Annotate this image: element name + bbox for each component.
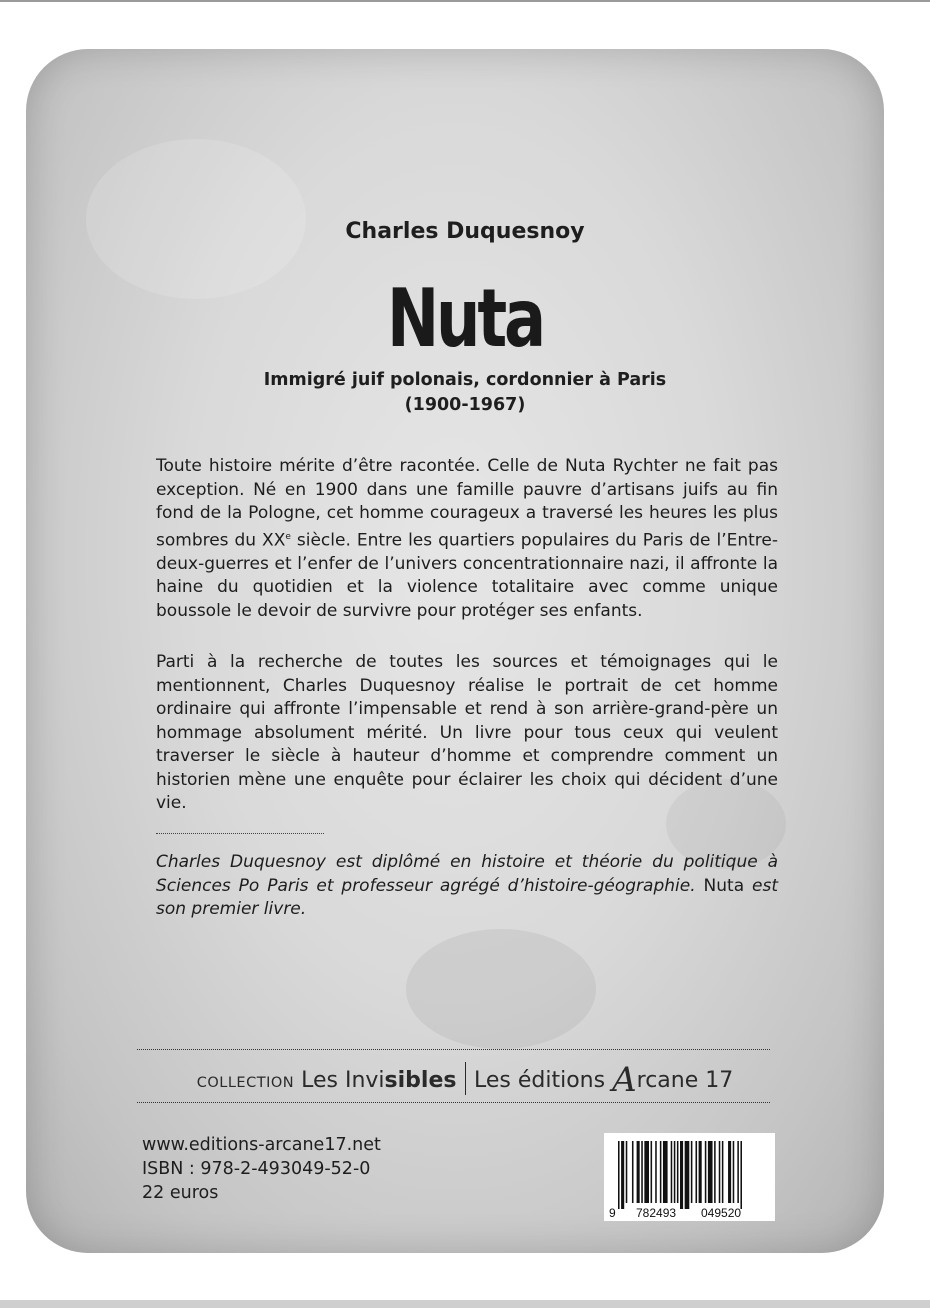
- barcode-bar: [680, 1141, 683, 1209]
- barcode-digits-right: 049520: [701, 1206, 742, 1220]
- barcode-bar: [674, 1141, 676, 1203]
- isbn-text: ISBN : 978-2-493049-52-0: [142, 1159, 371, 1179]
- summary-p1-text-end: siècle. Entre les quartiers populaires du Paris de l’Entre-deux-guerres et l’enfer de l’univers concentrationnaire nazi, il affronte la haine du quotidien et la violence totalitaire avec comme unique boussole le devoir de survivre pour protéger ses enfants.: [156, 530, 778, 621]
- barcode-bar: [637, 1141, 640, 1203]
- barcode-bar: [641, 1141, 643, 1203]
- website-link[interactable]: www.editions-arcane17.net: [142, 1135, 381, 1155]
- barcode-bar: [618, 1141, 620, 1209]
- barcode-bar: [685, 1141, 690, 1209]
- barcode-bar: [737, 1141, 739, 1203]
- collection-label: COLLECTION: [196, 1075, 295, 1091]
- century-superscript: e: [285, 531, 291, 542]
- barcode-graphic: [604, 1133, 775, 1221]
- publisher-info: [142, 1133, 381, 1205]
- bio-book-name: Nuta: [703, 875, 745, 896]
- barcode-bar: [660, 1141, 662, 1203]
- barcode-bar: [691, 1141, 693, 1203]
- barcode-digit-first: 9: [609, 1206, 616, 1220]
- barcode-bar: [728, 1141, 731, 1203]
- barcode-bar: [740, 1141, 742, 1209]
- bottom-border: [0, 1300, 930, 1308]
- barcode-bar: [626, 1141, 628, 1203]
- barcode-bar: [696, 1141, 698, 1203]
- barcode-digits-left: 782493: [636, 1206, 677, 1220]
- bio-text: Charles Duquesnoy est diplômé en histoire et théorie du politique à Sciences Po Paris et professeur agrégé d’histoire-géographie.: [156, 852, 778, 896]
- collection-name-prefix: Les Invi: [301, 1068, 385, 1093]
- barcode-bar: [708, 1141, 713, 1203]
- barcode-bar: [632, 1141, 634, 1203]
- summary-p1-text: Toute histoire mérite d’être racontée. Celle de Nuta Rychter ne fait pas exception. Né en 1900 dans une famille pauvre d’artisans juifs au fin fond de la Pologne, cet homme courageux a traversé les heures les plus sombres du XX: [156, 456, 778, 551]
- price-text: 22 euros: [142, 1183, 219, 1203]
- barcode-bar: [719, 1141, 721, 1203]
- barcode-bar: [714, 1141, 716, 1203]
- paper-stain: [406, 929, 596, 1049]
- summary-paragraph-1: [156, 455, 778, 623]
- barcode: [604, 1133, 775, 1221]
- barcode-bar: [651, 1141, 653, 1203]
- barcode-bars: [618, 1141, 742, 1209]
- separator-line: [156, 833, 324, 834]
- collection-name-bold: sibles: [384, 1068, 457, 1093]
- barcode-bar: [671, 1141, 673, 1203]
- subtitle-line-1: Immigré juif polonais, cordonnier à Paris: [263, 370, 667, 390]
- barcode-bar: [663, 1141, 668, 1203]
- barcode-bar: [705, 1141, 707, 1203]
- top-border: [0, 0, 930, 2]
- barcode-bar: [722, 1141, 724, 1203]
- barcode-bar: [699, 1141, 702, 1203]
- bio-closing: est son premier livre.: [156, 875, 778, 919]
- publisher-rest: rcane 17: [636, 1068, 734, 1093]
- author-name: Charles Duquesnoy: [345, 219, 585, 244]
- author-bio: [156, 851, 778, 922]
- barcode-bar: [655, 1141, 657, 1203]
- barcode-bar: [621, 1141, 624, 1209]
- barcode-bar: [733, 1141, 735, 1203]
- collection-banner: [0, 1060, 930, 1100]
- dotted-rule-top: [137, 1049, 770, 1050]
- publisher-logo-a: A: [612, 1060, 637, 1100]
- divider-bar: [465, 1062, 467, 1095]
- dotted-rule-bottom: [137, 1102, 770, 1103]
- summary-paragraph-2: Parti à la recherche de toutes les sources et témoignages qui le mentionnent, Charles Duquesnoy réalise le portrait de cet homme ordinaire qui affronte l’impensable et rend à son arrière-grand-père un hommage absolument mérité. Un livre pour tous ceux qui veulent traverser le siècle à hauteur d’homme et comprendre comment un historien mène une enquête pour éclairer les choix qui décident d’une vie.: [156, 652, 778, 813]
- book-title: Nuta: [386, 272, 544, 365]
- barcode-bar: [677, 1141, 679, 1203]
- book-subtitle: [0, 368, 930, 418]
- publisher-prefix: Les éditions: [474, 1068, 613, 1093]
- subtitle-line-2: (1900-1967): [404, 395, 526, 415]
- barcode-bar: [644, 1141, 649, 1203]
